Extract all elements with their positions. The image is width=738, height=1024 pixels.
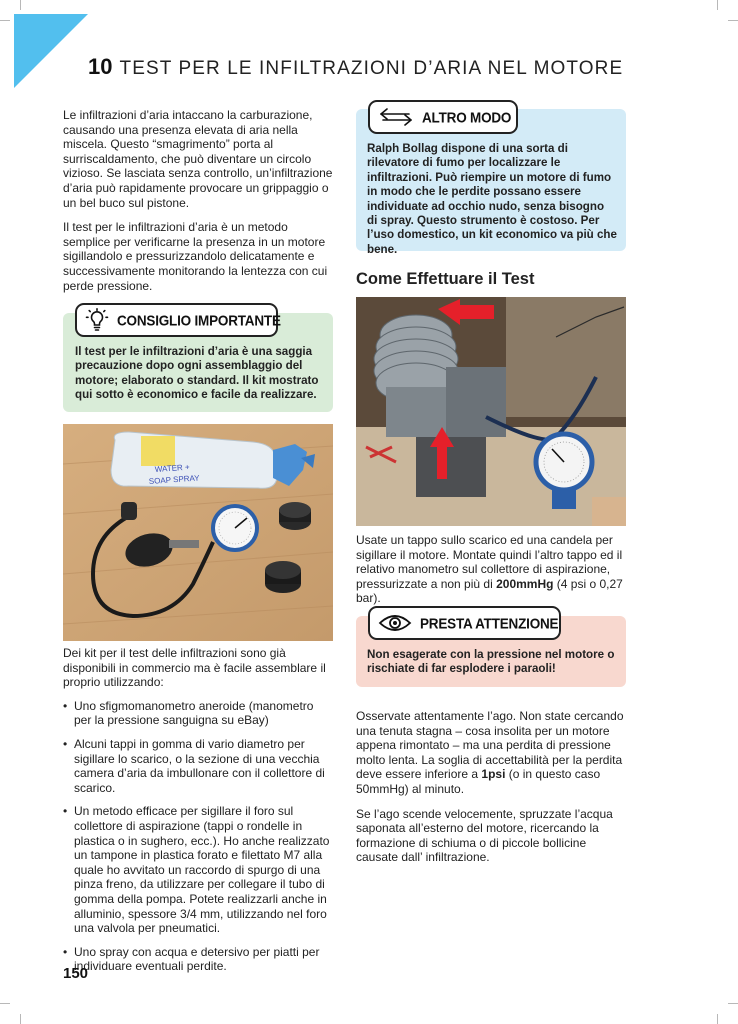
tip-text: Il test per le infiltrazioni d’aria è una saggia precauzione dopo ogni assemblaggio del motore; elaborato o standard. Il kit mostrato qui sotto è economico e facile da realizzare. (75, 345, 319, 402)
tip-label-text: CONSIGLIO IMPORTANTE (117, 311, 281, 329)
leak-threshold: 1psi (481, 767, 506, 782)
alt-method-label-text: ALTRO MODO (422, 108, 512, 126)
engine-photo (356, 297, 626, 526)
kit-photo (63, 424, 333, 641)
chapter-title: TEST PER LE INFILTRAZIONI D’ARIA NEL MOTORE (119, 58, 624, 79)
alt-method-text: Ralph Bollag dispone di una sorta di rilevatore di fumo per localizzare le infiltrazioni. Può riempire un motore di fumo in modo che le perdite possano essere individuate ad occhio nudo, senza bisogno di spray. Questo strumento è costoso. Per l’uso domestico, un kit economico va più che bene. (367, 142, 617, 256)
warning-label (368, 606, 561, 640)
crop-mark (728, 1003, 738, 1004)
tip-label (75, 303, 281, 337)
caption-text: (4 psi o 0,27 bar). (356, 576, 623, 606)
kit-section (63, 646, 333, 983)
intro-paragraph: Le infiltrazioni d’aria intaccano la carburazione, causando una presenza elevata di aria nella miscela. Questo “smagrimento” porta al surriscaldamento, che può diventare un circolo vizioso. Se lasciata senza controllo, un’infiltrazione d’aria può rapidamente provocare un grippaggio o un bel buco sul pistone. (63, 108, 333, 210)
procedure-text: Osservate attentamente l’ago. Non state cercando una tenuta stagna – cosa insolita per un motore appena rimontato – ma una perdita di pressione molto lenta. La soglia di accettabilità per la perdita deve essere inferiore a (356, 709, 624, 782)
list-item: • Uno sfigmomanometro aneroide (manometro per la pressione sanguigna su eBay) (63, 699, 333, 728)
caption-text: Usate un tappo sullo scarico ed una candela per sigillare il motore. Montate quindi l’altro tappo ed il relativo manometro sul collettore di aspirazione, pressurizzate a non più di (356, 533, 623, 591)
eye-icon (378, 613, 412, 633)
section-heading: Come Effettuare il Test (356, 270, 535, 288)
crop-mark (0, 20, 10, 21)
procedure-text: (o in questo caso 50mmHg) al minuto. (356, 767, 601, 796)
procedure-section (356, 709, 626, 865)
intro-section (63, 108, 333, 293)
corner-accent (14, 14, 88, 88)
crop-mark (0, 1003, 10, 1004)
kit-list (63, 699, 333, 974)
caption-pressure: 200mmHg (496, 576, 554, 591)
page-number: 150 (63, 965, 89, 982)
crop-mark (717, 1014, 718, 1024)
crop-mark (20, 1014, 21, 1024)
list-item: • Alcuni tappi in gomma di vario diametro per sigillare lo scarico, o la sezione di una vecchia camera d’aria da imbullonare con il collettore di scarico. (63, 737, 333, 795)
crop-mark (728, 20, 738, 21)
lightbulb-icon (85, 308, 109, 332)
arrows-left-right-icon (378, 108, 414, 126)
chapter-header (88, 54, 623, 80)
warning-text: Non esagerate con la pressione nel motore o rischiate di far esplodere i paraoli! (367, 648, 615, 676)
crop-mark (717, 0, 718, 10)
crop-mark (20, 0, 21, 10)
engine-caption (356, 533, 626, 606)
kit-intro: Dei kit per il test delle infiltrazioni sono già disponibili in commercio ma è facile assemblare il proprio utilizzando: (63, 646, 326, 690)
chapter-number: 10 (88, 54, 113, 79)
procedure-paragraph: Se l’ago scende velocemente, spruzzate l’acqua saponata all’esterno del motore, ricercando la formazione di schiuma o di piccole bollicine causate dall’ infiltrazione. (356, 806, 613, 865)
intro-paragraph: Il test per le infiltrazioni d’aria è un metodo semplice per verificarne la presenza in un motore sigillandolo e pressurizzandolo delicatamente e successivamente monitorando la lentezza con cui perde pressione. (63, 220, 328, 293)
bottle-label-line: SOAP SPRAY (148, 473, 200, 486)
list-item: • Un metodo efficace per sigillare il foro sul collettore di aspirazione (tappi o rondelle in plastica o in sughero, ecc.). Ho anche realizzato un tampone in plastica forato e filettato M7 alla quale ho avvitato un raccordo di spurgo di una pinza freno, da utilizzare per collegare il tubo di gomma della pompa. Potete realizzarli anche in alluminio, spessore 3/4 mm, utilizzando nel foro una valvola per pneumatici. (63, 804, 333, 935)
warning-label-text: PRESTA ATTENZIONE (420, 614, 559, 632)
bottle-label-line: WATER + (154, 462, 190, 474)
alt-method-label (368, 100, 518, 134)
list-item: • Uno spray con acqua e detersivo per piatti per individuare eventuali perdite. (63, 945, 333, 974)
